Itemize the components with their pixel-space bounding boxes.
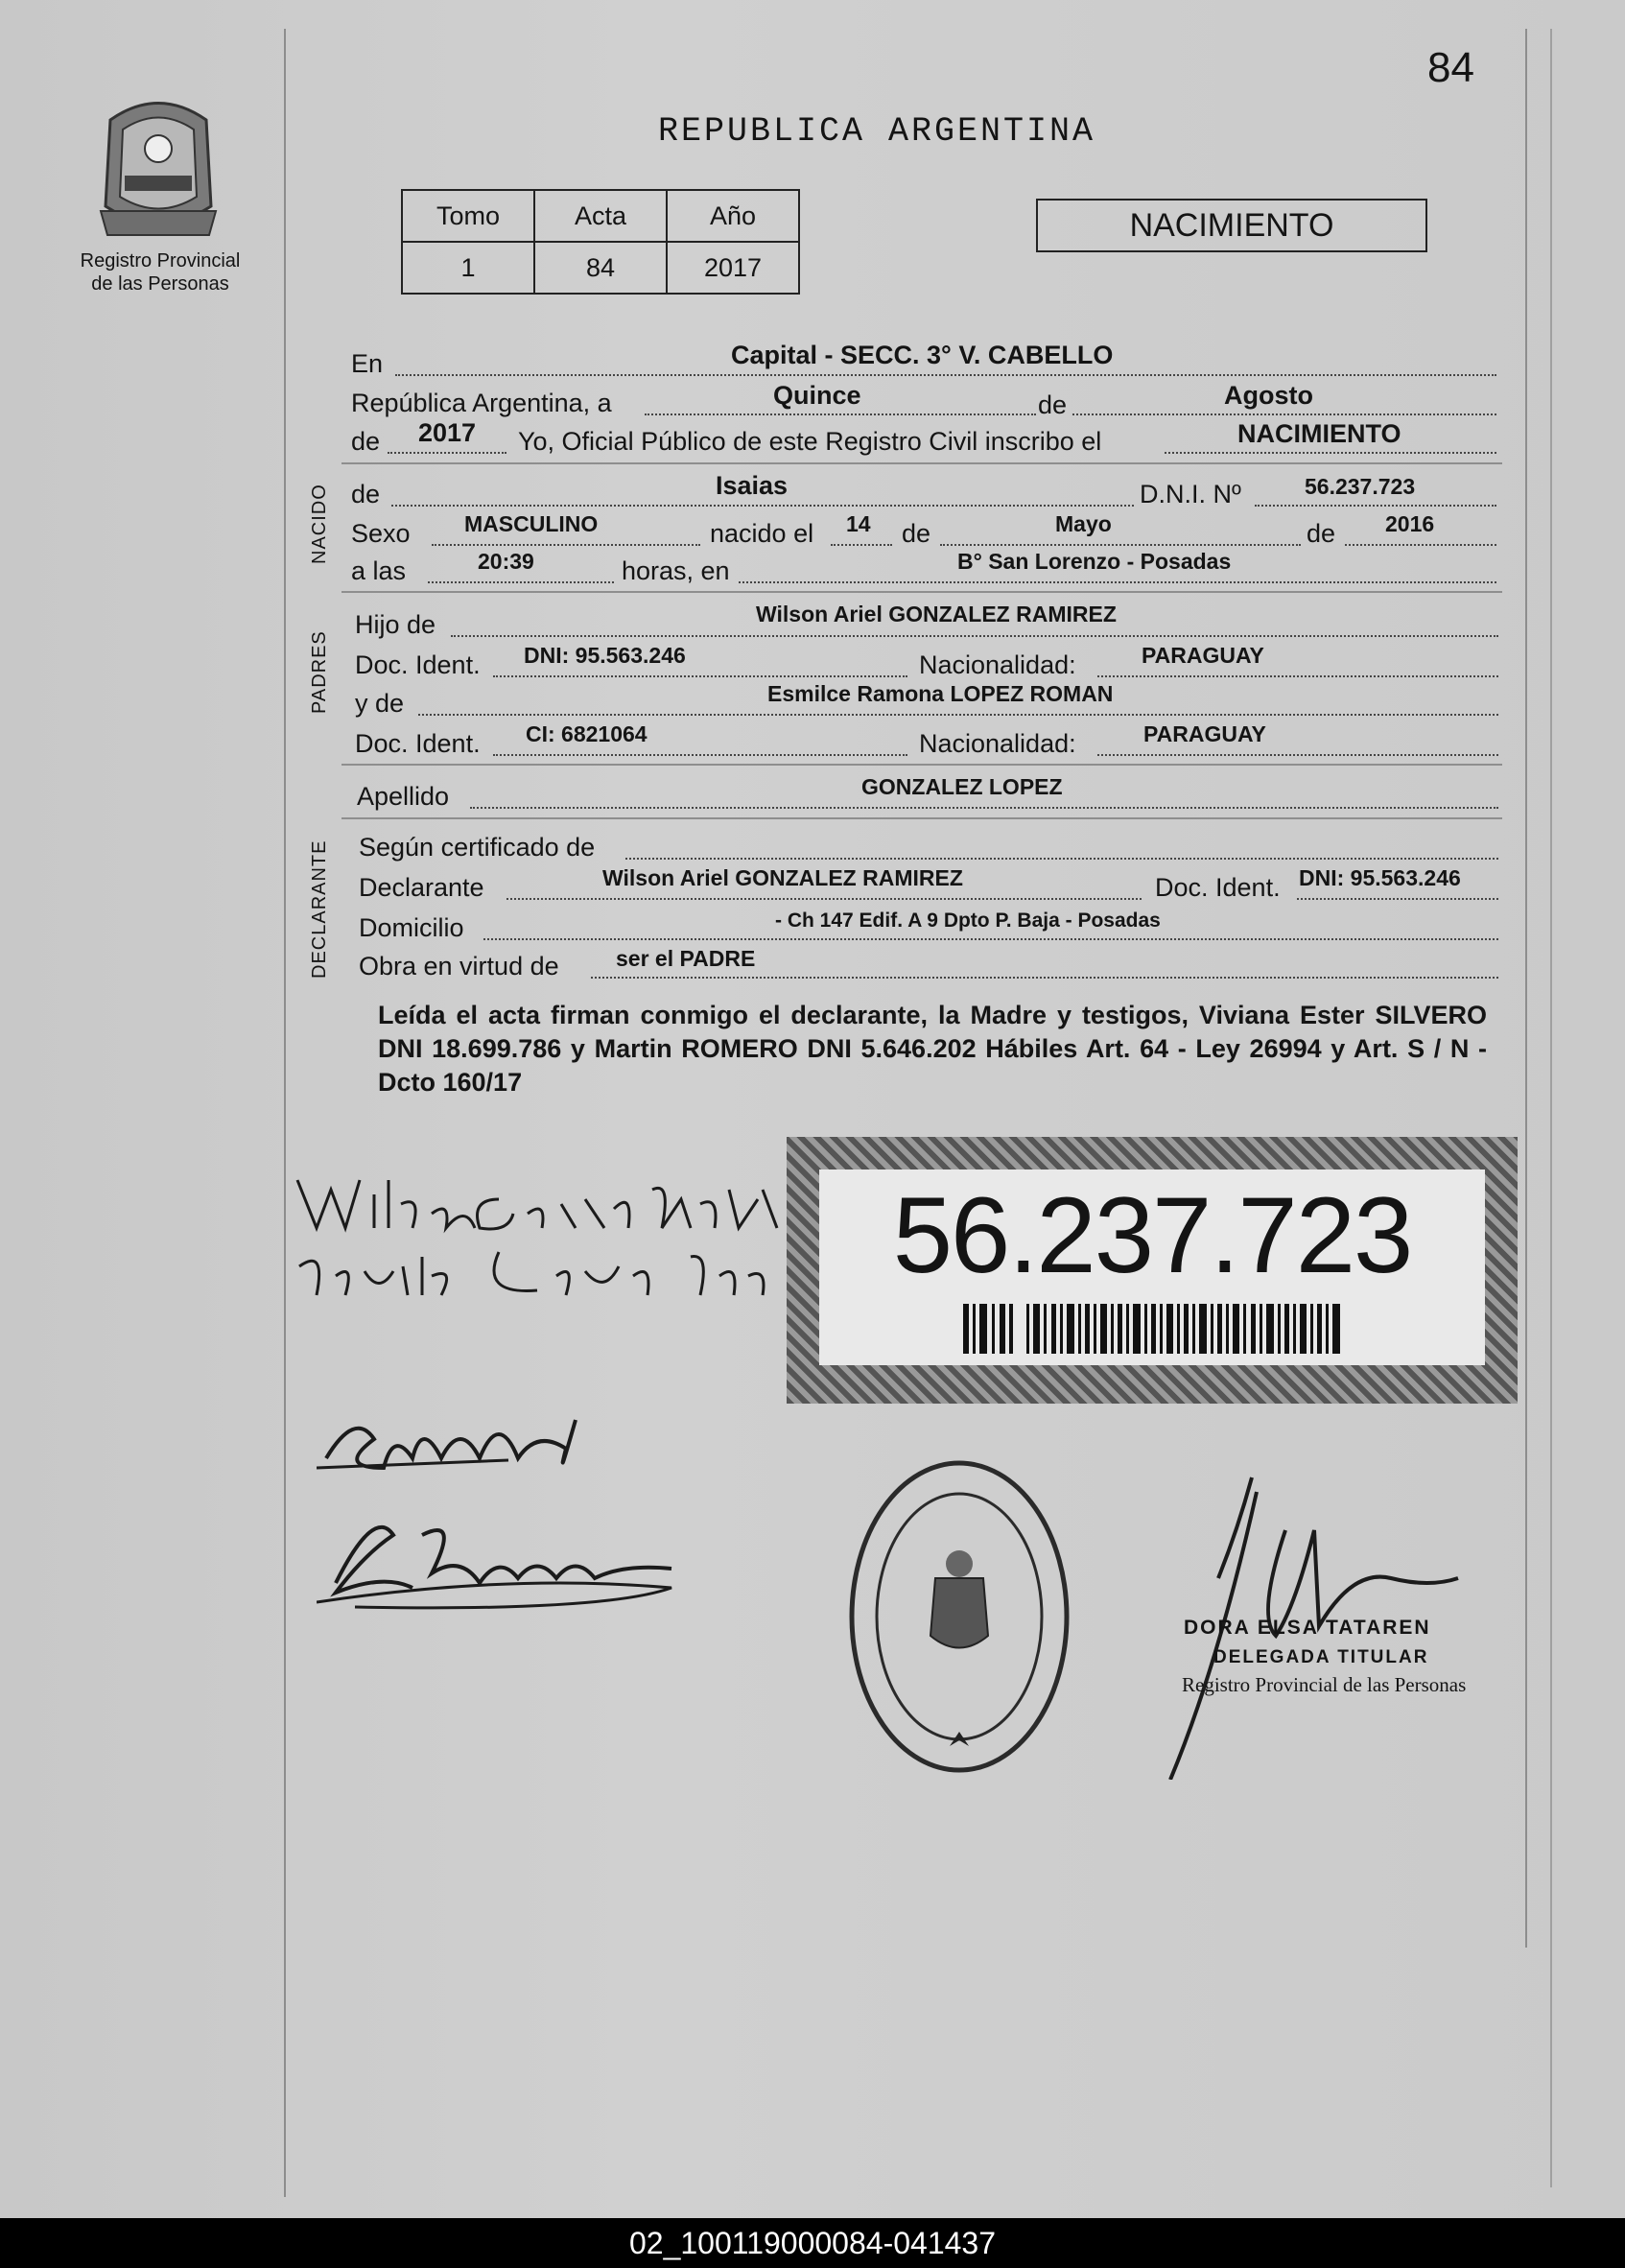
father-name: Wilson Ariel GONZALEZ RAMIREZ xyxy=(756,602,1117,626)
doc-ident-label: Doc. Ident. xyxy=(355,650,481,679)
dotted-line xyxy=(1097,675,1498,677)
dotted-line xyxy=(493,675,907,677)
dni-label: D.N.I. Nº xyxy=(1140,480,1241,508)
right-edge-line xyxy=(1550,29,1552,2187)
hijo-de-label: Hijo de xyxy=(355,610,436,639)
left-margin-line xyxy=(284,29,286,2197)
a-las-label: a las xyxy=(351,556,407,585)
father-nationality: PARAGUAY xyxy=(1142,643,1264,668)
de-label: de xyxy=(902,519,931,548)
volume-table-value-row xyxy=(402,242,799,294)
mother-nationality: PARAGUAY xyxy=(1143,721,1266,746)
barcode-number: 56.237.723 xyxy=(892,1175,1412,1295)
volume-table xyxy=(401,189,800,295)
right-margin-line xyxy=(1525,29,1527,1948)
official-role: DELEGADA TITULAR xyxy=(1213,1647,1429,1667)
child-surname: GONZALEZ LOPEZ xyxy=(861,774,1063,799)
birth-hour: 20:39 xyxy=(478,549,534,574)
registration-day: Quince xyxy=(773,381,861,410)
official-organization: Registro Provincial de las Personas xyxy=(1182,1673,1467,1696)
doc-ident-label: Doc. Ident. xyxy=(1155,873,1281,902)
nacionalidad-label: Nacionalidad: xyxy=(919,729,1076,758)
de-label: de xyxy=(351,480,381,508)
registry-caption-line1: Registro Provincial xyxy=(80,250,241,272)
child-sex: MASCULINO xyxy=(464,511,599,536)
birth-day: 14 xyxy=(846,511,871,536)
volume-value-anio: 2017 xyxy=(667,242,799,294)
dotted-line xyxy=(506,898,1142,900)
birth-place: B° San Lorenzo - Posadas xyxy=(957,549,1232,574)
country-heading: REPUBLICA ARGENTINA xyxy=(658,112,1096,151)
barcode-icon xyxy=(963,1304,1347,1354)
dotted-line xyxy=(451,635,1498,637)
father-doc: DNI: 95.563.246 xyxy=(524,643,686,668)
volume-value-acta: 84 xyxy=(534,242,667,294)
dotted-line xyxy=(625,858,1498,860)
scan-footer-id: 02_100119000084-041437 xyxy=(0,2218,1625,2268)
de-label: de xyxy=(1307,519,1336,548)
birth-month: Mayo xyxy=(1055,511,1112,536)
inscribe-text: Yo, Oficial Público de este Registro Civil inscribo el xyxy=(518,427,1102,456)
dotted-line xyxy=(831,544,892,546)
section-separator xyxy=(341,462,1502,464)
dotted-line xyxy=(428,581,614,583)
obra-label: Obra en virtud de xyxy=(359,952,559,980)
nacido-el-label: nacido el xyxy=(710,519,814,548)
de-label: de xyxy=(1038,390,1068,419)
inscribe-value: NACIMIENTO xyxy=(1237,419,1401,448)
volume-header-acta: Acta xyxy=(534,190,667,242)
registry-caption-line2: de las Personas xyxy=(91,273,229,295)
dotted-line xyxy=(1345,544,1496,546)
republic-label: República Argentina, a xyxy=(351,389,612,417)
dotted-line xyxy=(1165,452,1496,454)
nacido-section-label: NACIDO xyxy=(309,484,330,564)
child-dni: 56.237.723 xyxy=(1305,474,1416,499)
official-name: DORA ELSA TATAREN xyxy=(1184,1617,1431,1639)
dotted-line xyxy=(395,374,1496,376)
dotted-line xyxy=(1072,413,1496,415)
de-label: de xyxy=(351,427,381,456)
registration-year: 2017 xyxy=(418,418,477,447)
registration-month: Agosto xyxy=(1224,381,1313,410)
nacionalidad-label: Nacionalidad: xyxy=(919,650,1076,679)
declarant-name: Wilson Ariel GONZALEZ RAMIREZ xyxy=(602,865,963,890)
dotted-line xyxy=(591,977,1498,979)
certificado-label: Según certificado de xyxy=(359,833,596,862)
dotted-line xyxy=(940,544,1301,546)
declarant-address: - Ch 147 Edif. A 9 Dpto P. Baja - Posadas xyxy=(775,910,1161,932)
closing-statement: Leída el acta firman conmigo el declarante, la Madre y testigos, Viviana Ester SILVERO DNI 18.699.786 y Martin ROMERO DNI 5.646.202 Hábiles Art. 64 - Ley 26994 y Art. S / N - Dcto 160/17 xyxy=(378,1001,1487,1097)
barcode-card xyxy=(787,1137,1518,1404)
declarant-doc: DNI: 95.563.246 xyxy=(1299,865,1461,890)
dotted-line xyxy=(483,938,1498,940)
barcode-inner xyxy=(819,1169,1485,1365)
birth-year: 2016 xyxy=(1385,511,1435,536)
en-label: En xyxy=(351,349,384,378)
witness-signature-icon xyxy=(317,1497,681,1621)
page-number: 84 xyxy=(1427,44,1474,91)
y-de-label: y de xyxy=(355,689,405,718)
declarante-section-label: DECLARANTE xyxy=(309,839,330,979)
volume-header-anio: Año xyxy=(667,190,799,242)
section-separator xyxy=(341,591,1502,593)
mother-doc: CI: 6821064 xyxy=(526,721,648,746)
domicilio-label: Domicilio xyxy=(359,913,464,942)
section-separator xyxy=(341,817,1502,819)
dotted-line xyxy=(470,807,1498,809)
dotted-line xyxy=(1297,898,1498,900)
dotted-line xyxy=(645,413,1036,415)
dotted-line xyxy=(739,581,1496,583)
child-name: Isaias xyxy=(716,471,789,500)
dotted-line xyxy=(391,505,1134,507)
doc-ident-label: Doc. Ident. xyxy=(355,729,481,758)
declarante-label: Declarante xyxy=(359,873,484,902)
certificate-type-box: NACIMIENTO xyxy=(1036,199,1427,252)
horas-en-label: horas, en xyxy=(622,556,730,585)
apellido-label: Apellido xyxy=(357,782,450,811)
dotted-line xyxy=(418,714,1498,716)
padres-section-label: PADRES xyxy=(309,630,330,714)
dotted-line xyxy=(493,754,907,756)
dotted-line xyxy=(1097,754,1498,756)
official-stamp-icon xyxy=(844,1453,1074,1780)
mother-name: Esmilce Ramona LOPEZ ROMAN xyxy=(767,681,1114,706)
province-seal-icon xyxy=(86,91,230,245)
dotted-line xyxy=(388,452,506,454)
volume-value-tomo: 1 xyxy=(402,242,534,294)
registration-place: Capital - SECC. 3° V. CABELLO xyxy=(731,341,1114,369)
witness-signature-icon xyxy=(317,1401,671,1506)
dotted-line xyxy=(1255,505,1496,507)
volume-table-header-row xyxy=(402,190,799,242)
section-separator xyxy=(341,764,1502,766)
declarant-relation: ser el PADRE xyxy=(616,946,756,971)
father-signature-icon xyxy=(288,1161,787,1314)
sexo-label: Sexo xyxy=(351,519,411,548)
registry-caption xyxy=(58,249,263,295)
dotted-line xyxy=(432,544,700,546)
volume-header-tomo: Tomo xyxy=(402,190,534,242)
